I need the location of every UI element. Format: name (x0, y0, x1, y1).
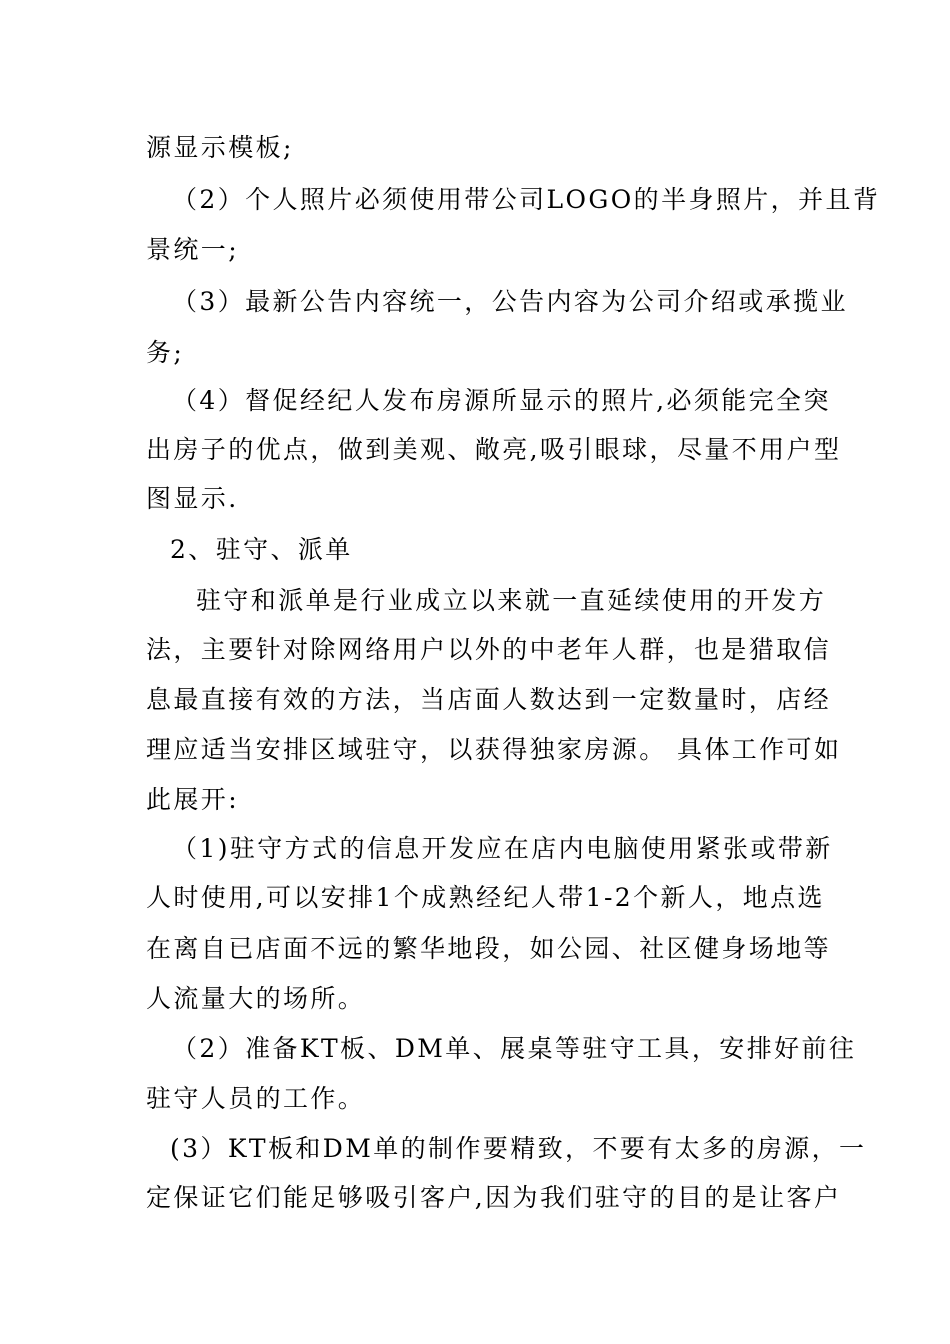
text-line: 定保证它们能足够吸引客户,因为我们驻守的目的是让客户 (146, 1183, 842, 1212)
text-line: 景统一; (146, 235, 240, 264)
text-line: 驻守人员的工作。 (146, 1084, 366, 1113)
text-line: 务; (146, 338, 185, 367)
text-line: 图显示. (146, 484, 239, 513)
text-line: (3）KT板和DM单的制作要精致，不要有太多的房源，一 (170, 1134, 867, 1163)
text-line: 驻守和派单是行业成立以来就一直延续使用的开发方 (196, 586, 827, 615)
text-line: 在离自已店面不远的繁华地段，如公园、社区健身场地等 (146, 934, 832, 963)
text-line: 源显示模板; (146, 133, 294, 162)
text-line: 法，主要针对除网络用户以外的中老年人群，也是猎取信 (146, 635, 832, 664)
text-line: 此展开: (146, 785, 240, 814)
text-line: （3）最新公告内容统一，公告内容为公司介绍或承揽业 (172, 287, 848, 316)
section-heading: 2、驻守、派单 (170, 535, 353, 564)
text-line: 理应适当安排区域驻守，以获得独家房源。 具体工作可如 (146, 735, 842, 764)
text-line: 人流量大的场所。 (146, 984, 366, 1013)
text-line: （4）督促经纪人发布房源所显示的照片,必须能完全突 (172, 386, 831, 415)
text-line: （2）个人照片必须使用带公司LOGO的半身照片，并且背 (172, 185, 881, 214)
text-line: 出房子的优点，做到美观、敞亮,吸引眼球，尽量不用户型 (146, 435, 842, 464)
text-line: （1)驻守方式的信息开发应在店内电脑使用紧张或带新 (172, 834, 833, 863)
text-line: （2）准备KT板、DM单、展桌等驻守工具，安排好前往 (172, 1034, 857, 1063)
text-line: 人时使用,可以安排1个成熟经纪人带1-2个新人，地点选 (146, 883, 825, 912)
text-line: 息最直接有效的方法，当店面人数达到一定数量时，店经 (146, 685, 832, 714)
